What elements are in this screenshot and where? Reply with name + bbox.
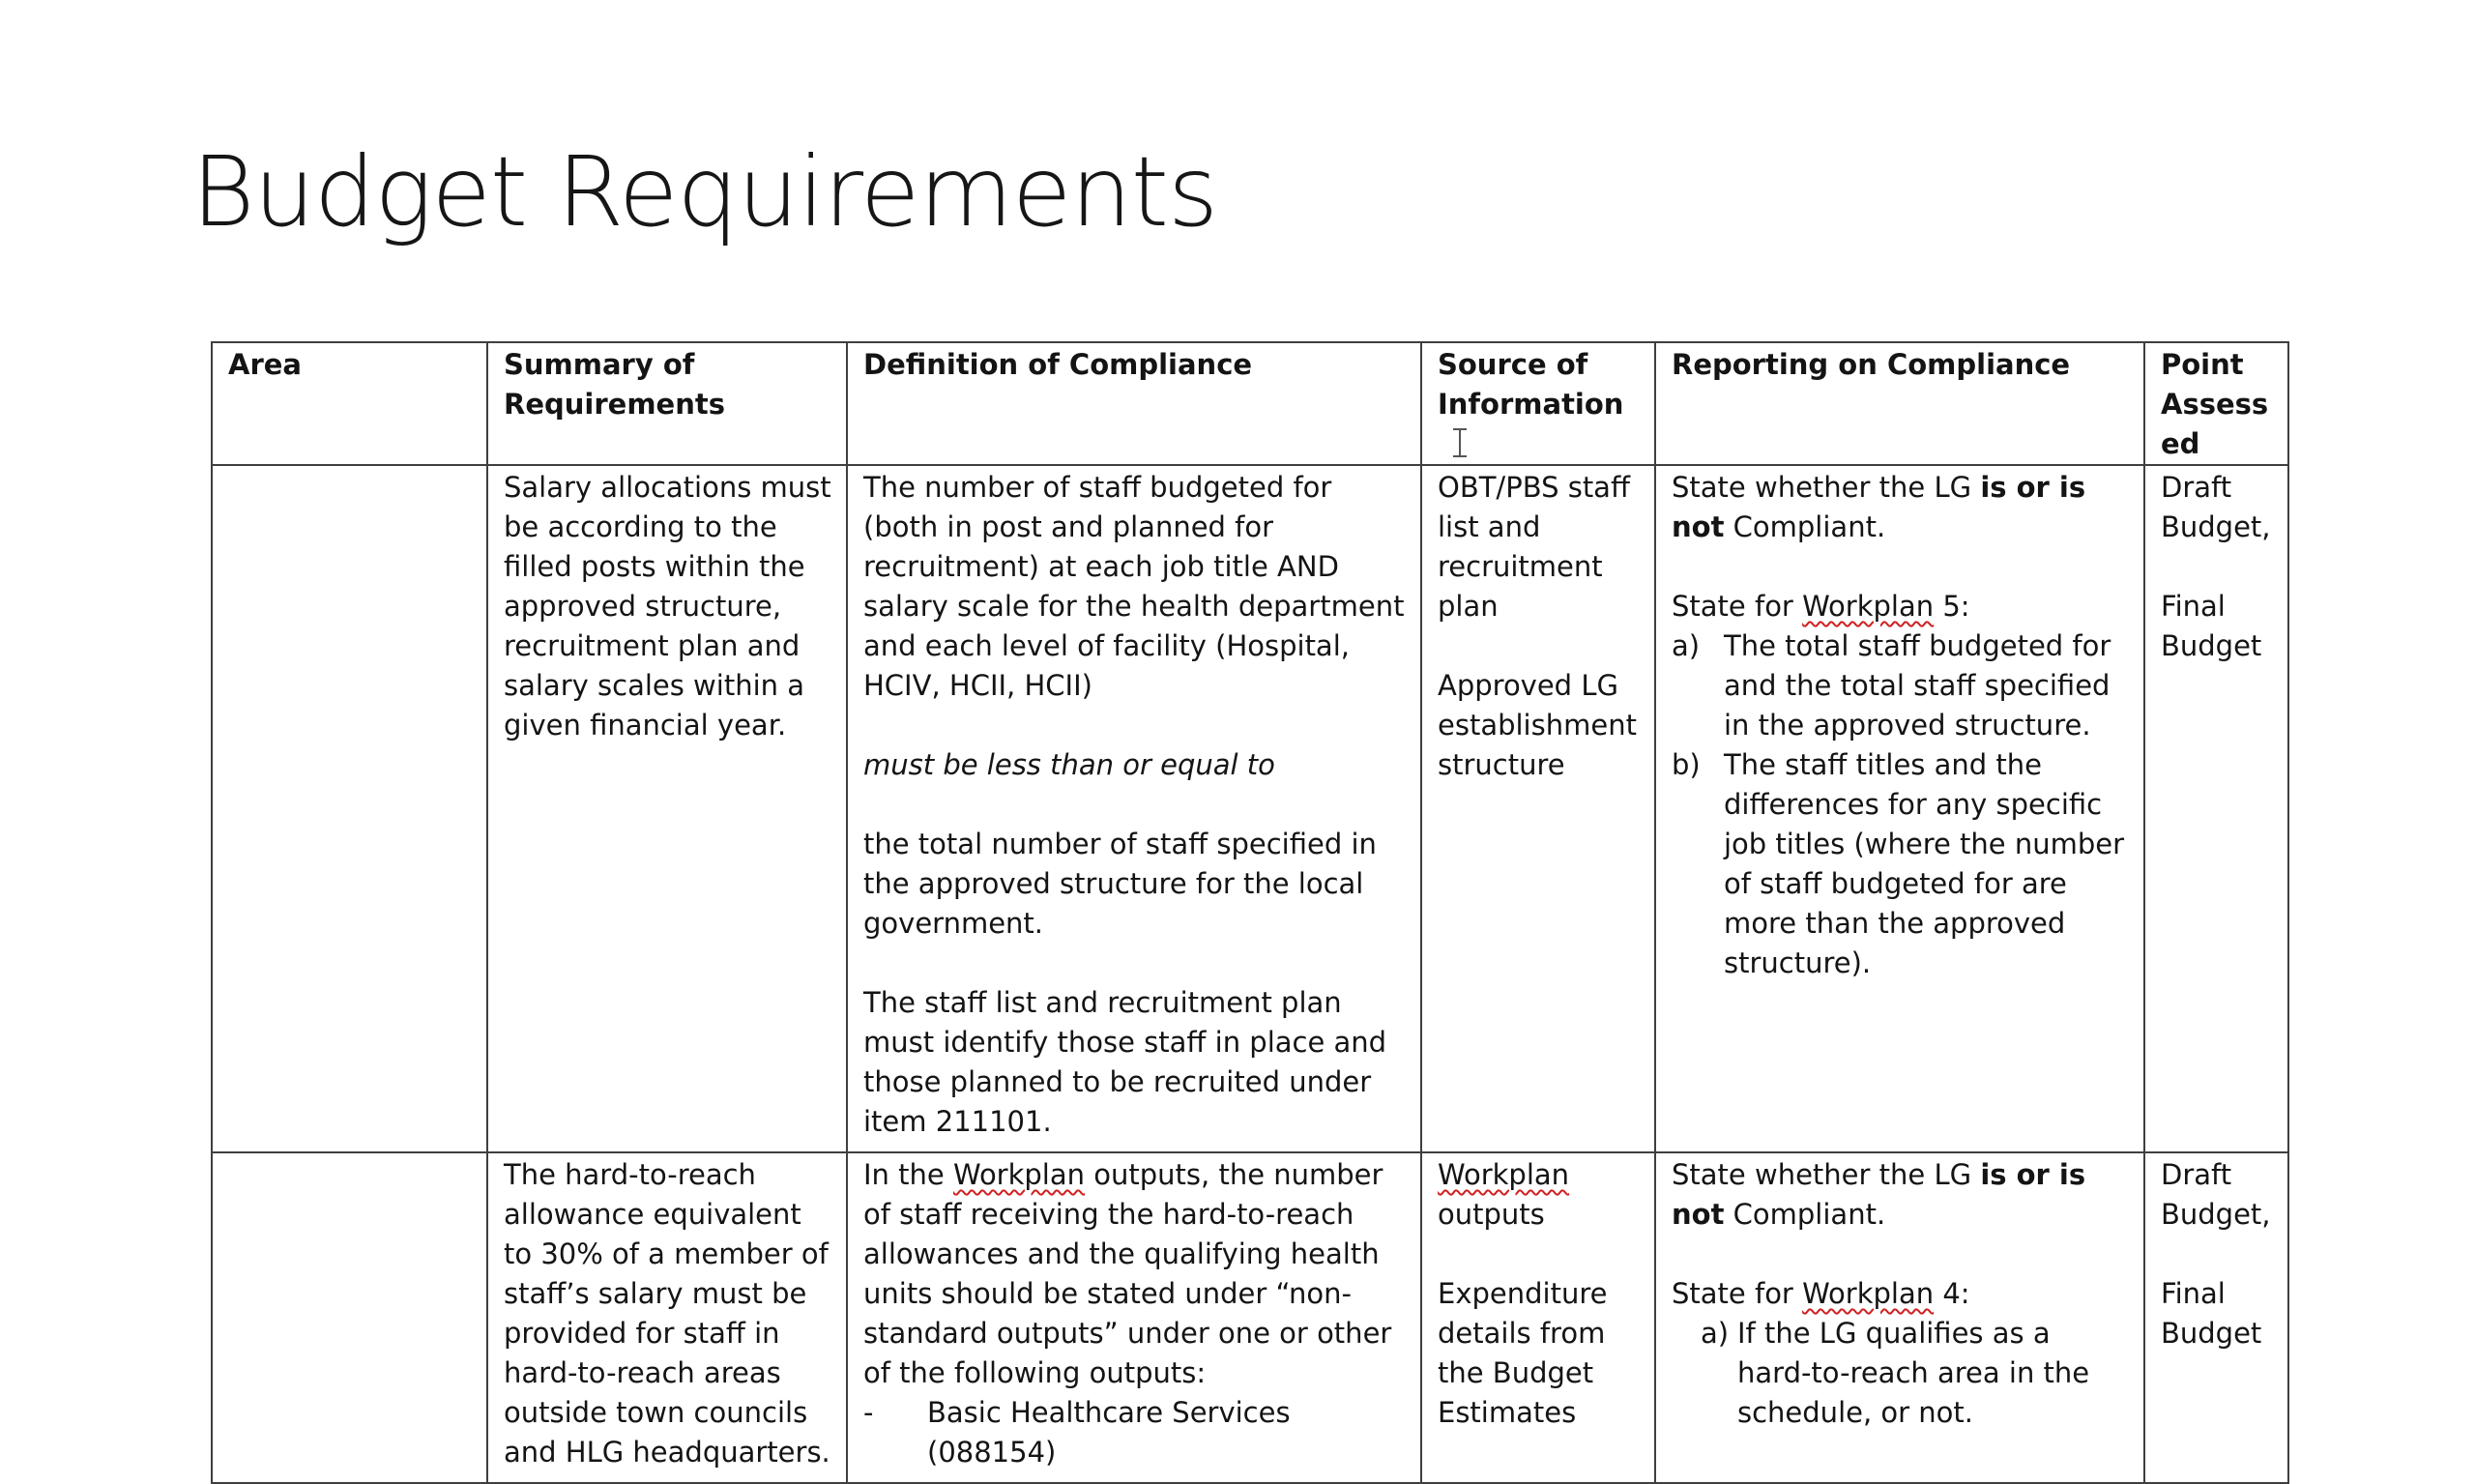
points-text: Draft Budget, — [2161, 471, 2271, 543]
summary-text: The hard-to-reach allowance equivalent to 30% of a member of staff’s salary must be provided for staff in hard-to-reach areas outside town councils and HLG headquarters. — [504, 1158, 830, 1469]
summary-cell — [487, 465, 847, 1152]
reporting-text: State whether the LG — [1672, 471, 1981, 504]
spellcheck-word: Workplan — [1802, 590, 1935, 623]
list-item-text: Basic Healthcare Services (088154) — [927, 1396, 1291, 1469]
reporting-text: State for — [1672, 590, 1803, 623]
reporting-workplan-line — [1672, 587, 2130, 626]
table-header-row — [212, 342, 2288, 465]
source-paragraph: Expenditure details from the Budget Estimates — [1438, 1277, 1608, 1429]
points-text: Draft Budget, — [2161, 1158, 2271, 1231]
list-marker: a) — [1701, 1317, 1730, 1350]
list-marker: b) — [1672, 748, 1701, 781]
summary-text: Salary allocations must be according to the filled posts within the approved structure, recruitment plan and salary scales within a given financial year. — [504, 471, 831, 742]
definition-text: outputs, the number of staff receiving the hard-to-reach allowances and the qualifying health units should be stated under “non-standard outputs” under one or other of the following outputs: — [863, 1158, 1392, 1389]
slide-title: Budget Requirements — [191, 135, 1218, 248]
requirements-table — [211, 341, 2289, 1484]
definition-cell — [847, 465, 1421, 1152]
spellcheck-word: Workplan — [1802, 1277, 1935, 1310]
list-item-text: If the LG qualifies as a hard-to-reach area in the schedule, or not. — [1737, 1317, 2090, 1429]
list-item-text: The total staff budgeted for and the total staff specified in the approved structure. — [1724, 629, 2111, 742]
header-points: Point Assessed — [2144, 342, 2288, 465]
definition-text: In the — [863, 1158, 953, 1191]
source-paragraph — [1438, 1155, 1641, 1235]
reporting-compliance-statement — [1672, 1155, 2130, 1235]
definition-paragraph: The staff list and recruitment plan must identify those staff in place and those planned to be recruited under item 211101. — [863, 986, 1387, 1138]
area-cell — [212, 1152, 487, 1483]
definition-paragraph: The number of staff budgeted for (both in post and planned for recruitment) at each job title AND salary scale for the health department and each level of facility (Hospital, HCIV, HCII, HCII) — [863, 471, 1405, 702]
reporting-text: 5: — [1934, 590, 1970, 623]
source-cell — [1421, 1152, 1655, 1483]
source-paragraph: Approved LG establishment structure — [1438, 669, 1637, 781]
points-cell — [2144, 465, 2288, 1152]
reporting-cell — [1655, 465, 2144, 1152]
reporting-text: Compliant. — [1724, 1198, 1886, 1231]
header-source-label: Source of Information — [1438, 348, 1624, 421]
table-row — [212, 465, 2288, 1152]
reporting-bold-text: is or is not — [1672, 1158, 2086, 1231]
reporting-text: Compliant. — [1724, 510, 1886, 543]
definition-paragraph — [863, 1155, 1407, 1393]
reporting-bold-text: is or is not — [1672, 471, 2086, 543]
spellcheck-word: Workplan — [952, 1158, 1086, 1191]
table-row — [212, 1152, 2288, 1483]
header-area: Area — [212, 342, 487, 465]
reporting-text: 4: — [1934, 1277, 1970, 1310]
list-marker: - — [863, 1396, 874, 1429]
list-item — [1672, 626, 2130, 745]
definition-cell — [847, 1152, 1421, 1483]
definition-emphasis: must be less than or equal to — [863, 748, 1275, 781]
reporting-text: State for — [1672, 1277, 1803, 1310]
reporting-workplan-line — [1672, 1274, 2130, 1314]
header-definition: Definition of Compliance — [847, 342, 1421, 465]
points-text: Final Budget — [2161, 590, 2262, 662]
requirements-table-viewport — [211, 341, 2287, 1469]
area-cell — [212, 465, 487, 1152]
header-reporting: Reporting on Compliance — [1655, 342, 2144, 465]
reporting-cell — [1655, 1152, 2144, 1483]
source-text: outputs — [1438, 1198, 1545, 1231]
reporting-compliance-statement — [1672, 468, 2130, 547]
reporting-text: State whether the LG — [1672, 1158, 1981, 1191]
list-item — [863, 1393, 1407, 1472]
header-summary: Summary of Requirements — [487, 342, 847, 465]
summary-cell — [487, 1152, 847, 1483]
points-text: Final Budget — [2161, 1277, 2262, 1350]
list-marker: a) — [1672, 629, 1701, 662]
spellcheck-word: Workplan — [1438, 1158, 1570, 1191]
list-item — [1672, 745, 2130, 983]
source-cell — [1421, 465, 1655, 1152]
header-source — [1421, 342, 1655, 465]
text-cursor-icon — [1453, 428, 1467, 457]
definition-paragraph: the total number of staff specified in the approved structure for the local government. — [863, 828, 1377, 940]
list-item — [1672, 1314, 2130, 1433]
points-cell — [2144, 1152, 2288, 1483]
list-item-text: The staff titles and the differences for any specific job titles (where the number of staff budgeted for are more than the approved structure). — [1724, 748, 2125, 979]
source-paragraph: OBT/PBS staff list and recruitment plan — [1438, 471, 1630, 623]
